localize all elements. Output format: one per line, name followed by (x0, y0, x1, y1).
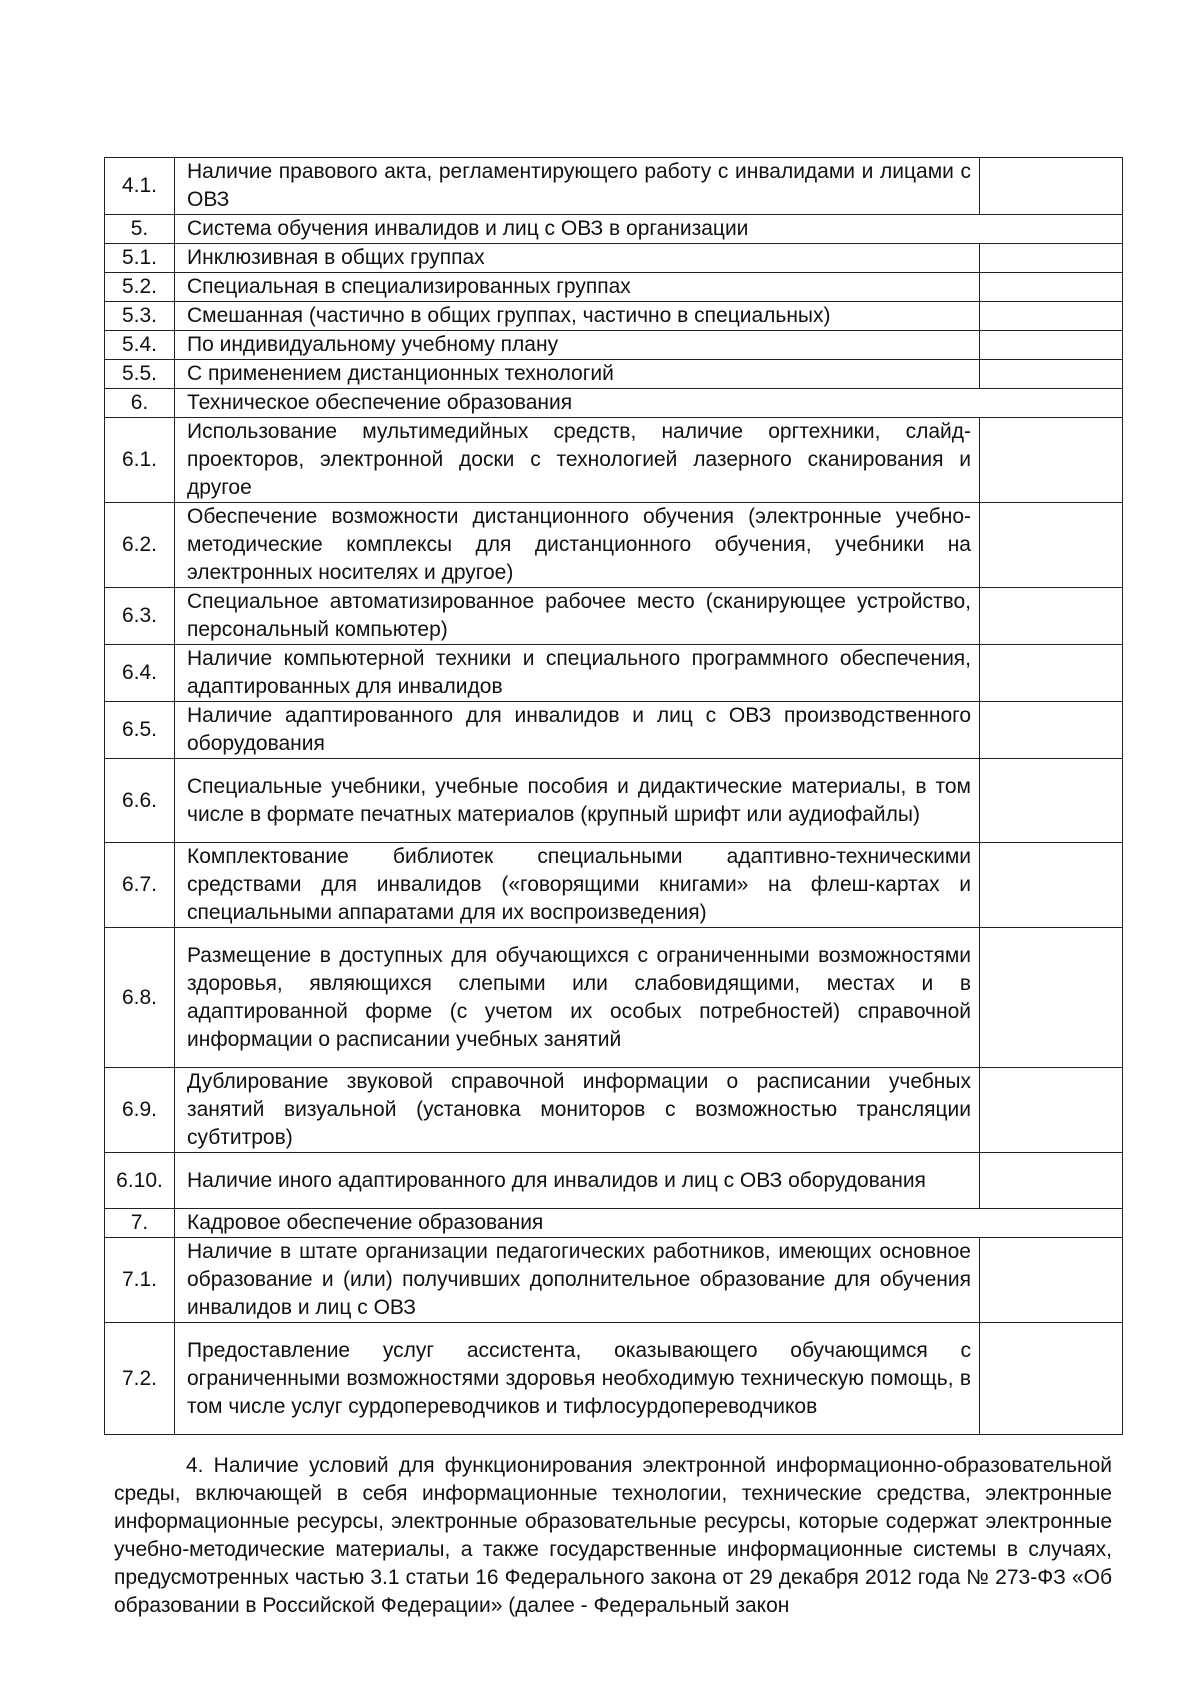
table-row (105, 215, 1123, 244)
table-row (105, 928, 1123, 1068)
row-number: 5.2. (105, 273, 175, 302)
row-number: 7.2. (105, 1323, 175, 1435)
table-row (105, 360, 1123, 389)
table-row (105, 1209, 1123, 1238)
row-number: 7. (105, 1209, 175, 1238)
table-row (105, 1238, 1123, 1323)
value-cell (980, 928, 1123, 1068)
value-cell (980, 360, 1123, 389)
row-number: 7.1. (105, 1238, 175, 1323)
value-cell (980, 1068, 1123, 1153)
row-text: Наличие в штате организации педагогических работников, имеющих основное образование и (или) получивших дополнительное образование для обучения инвалидов и лиц с ОВЗ (175, 1238, 980, 1323)
row-number: 6. (105, 389, 175, 418)
row-text: Комплектование библиотек специальными адаптивно-техническими средствами для инвалидов («говорящими книгами» на флеш-картах и специальными аппаратами для их воспроизведения) (175, 843, 980, 928)
row-number: 5.1. (105, 244, 175, 273)
row-number: 5. (105, 215, 175, 244)
row-text: Инклюзивная в общих группах (175, 244, 980, 273)
value-cell (980, 1238, 1123, 1323)
value-cell (980, 1153, 1123, 1209)
table-row (105, 389, 1123, 418)
row-number: 6.5. (105, 702, 175, 759)
table-row (105, 1068, 1123, 1153)
table-row (105, 302, 1123, 331)
value-cell (980, 331, 1123, 360)
row-text: Техническое обеспечение образования (175, 389, 1123, 418)
row-text: Специальная в специализированных группах (175, 273, 980, 302)
row-text: Специальные учебники, учебные пособия и дидактические материалы, в том числе в формате печатных материалов (крупный шрифт или аудиофайлы) (175, 759, 980, 843)
table-row (105, 418, 1123, 503)
value-cell (980, 302, 1123, 331)
value-cell (980, 759, 1123, 843)
row-number: 5.3. (105, 302, 175, 331)
body-paragraph: 4. Наличие условий для функционирования электронной информационно-образовательной среды, включающей в себя информационные технологии, технические средства, электронные информационные ресурсы, электронные образовательные ресурсы, которые содержат электронные учебно-методические материалы, а также государственные информационные системы в случаях, предусмотренных частью 3.1 статьи 16 Федерального закона от 29 декабря 2012 года № 273-ФЗ «Об образовании в Российской Федерации» (далее - Федеральный закон (114, 1454, 1112, 1617)
value-cell (980, 158, 1123, 215)
row-text: Наличие иного адаптированного для инвалидов и лиц с ОВЗ оборудования (175, 1153, 980, 1209)
table-row (105, 158, 1123, 215)
row-text: По индивидуальному учебному плану (175, 331, 980, 360)
table-row (105, 588, 1123, 645)
table-row (105, 759, 1123, 843)
row-number: 6.1. (105, 418, 175, 503)
row-number: 6.2. (105, 503, 175, 588)
row-text: Обеспечение возможности дистанционного обучения (электронные учебно-методические комплексы для дистанционного обучения, учебники на электронных носителях и другое) (175, 503, 980, 588)
row-number: 6.10. (105, 1153, 175, 1209)
row-number: 6.9. (105, 1068, 175, 1153)
row-text: Размещение в доступных для обучающихся с ограниченными возможностями здоровья, являющихся слепыми или слабовидящими, местах и в адаптированной форме (с учетом их особых потребностей) справочной информации о расписании учебных занятий (175, 928, 980, 1068)
row-text: Система обучения инвалидов и лиц с ОВЗ в организации (175, 215, 1123, 244)
table-row (105, 1153, 1123, 1209)
table-row (105, 843, 1123, 928)
row-text: Дублирование звуковой справочной информации о расписании учебных занятий визуальной (установка мониторов с возможностью трансляции субтитров) (175, 1068, 980, 1153)
value-cell (980, 1323, 1123, 1435)
value-cell (980, 843, 1123, 928)
row-text: Наличие адаптированного для инвалидов и лиц с ОВЗ производственного оборудования (175, 702, 980, 759)
row-text: Специальное автоматизированное рабочее место (сканирующее устройство, персональный компьютер) (175, 588, 980, 645)
row-text: С применением дистанционных технологий (175, 360, 980, 389)
row-number: 5.5. (105, 360, 175, 389)
row-text: Наличие компьютерной техники и специального программного обеспечения, адаптированных для инвалидов (175, 645, 980, 702)
row-number: 6.7. (105, 843, 175, 928)
value-cell (980, 418, 1123, 503)
criteria-table (104, 157, 1123, 1435)
table-row (105, 702, 1123, 759)
value-cell (980, 588, 1123, 645)
value-cell (980, 503, 1123, 588)
value-cell (980, 273, 1123, 302)
row-text: Наличие правового акта, регламентирующего работу с инвалидами и лицами с ОВЗ (175, 158, 980, 215)
row-number: 5.4. (105, 331, 175, 360)
value-cell (980, 702, 1123, 759)
table-row (105, 273, 1123, 302)
row-text: Использование мультимедийных средств, наличие оргтехники, слайд-проекторов, электронной доски с технологией лазерного сканирования и другое (175, 418, 980, 503)
table-row (105, 331, 1123, 360)
criteria-table-body (105, 158, 1123, 1435)
table-row (105, 503, 1123, 588)
value-cell (980, 645, 1123, 702)
table-row (105, 1323, 1123, 1435)
row-number: 6.3. (105, 588, 175, 645)
row-number: 6.4. (105, 645, 175, 702)
row-number: 6.8. (105, 928, 175, 1068)
value-cell (980, 244, 1123, 273)
row-text: Предоставление услуг ассистента, оказывающего обучающимся с ограниченными возможностями здоровья необходимую техническую помощь, в том числе услуг сурдопереводчиков и тифлосурдопереводчиков (175, 1323, 980, 1435)
row-number: 6.6. (105, 759, 175, 843)
row-text: Смешанная (частично в общих группах, частично в специальных) (175, 302, 980, 331)
table-row (105, 244, 1123, 273)
table-row (105, 645, 1123, 702)
row-text: Кадровое обеспечение образования (175, 1209, 1123, 1238)
row-number: 4.1. (105, 158, 175, 215)
